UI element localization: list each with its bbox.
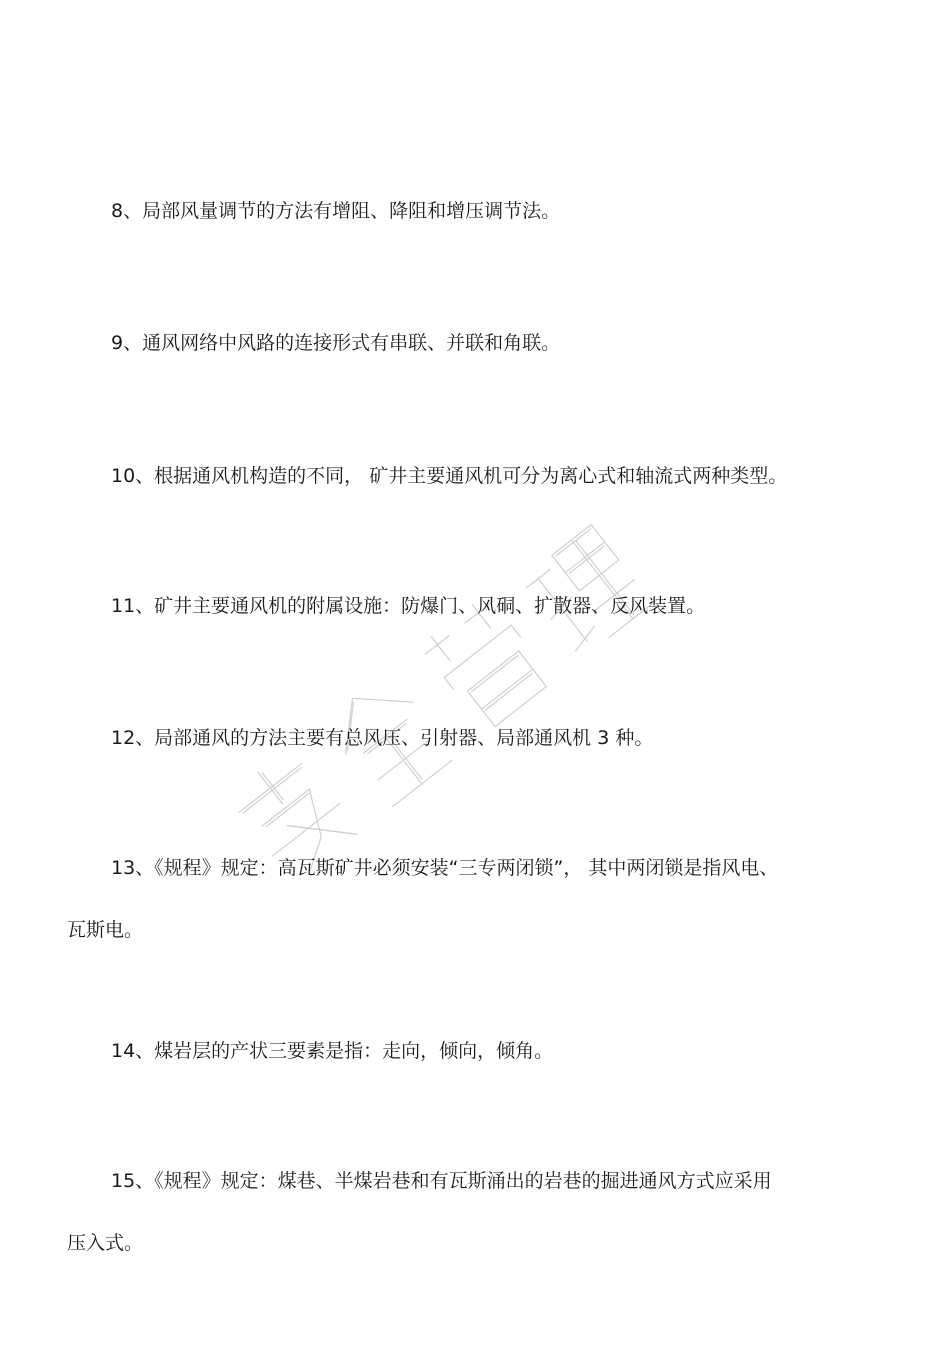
item-text: 8、局部风量调节的方法有增阻、降阻和增压调节法。 [111,200,561,222]
item-text-continuation: 压入式。 [67,1232,144,1254]
list-item [67,332,877,354]
item-text: 9、通风网络中风路的连接形式有串联、并联和角联。 [111,332,561,354]
list-item [67,1040,877,1062]
item-text: 11、矿井主要通风机的附属设施：防爆门、风硐、扩散器、反风装置。 [111,595,706,617]
item-text: 13、《规程》规定：高瓦斯矿井必须安装“三专两闭锁”， 其中两闭锁是指风电、 [111,857,779,879]
item-text: 15、《规程》规定：煤巷、半煤岩巷和有瓦斯涌出的岩巷的掘进通风方式应采用 [111,1170,772,1192]
list-item [67,200,877,222]
list-item [67,857,877,941]
list-item [67,465,877,487]
item-text: 12、局部通风的方法主要有总风压、引射器、局部通风机 3 种。 [111,727,654,749]
list-item [67,595,877,617]
list-item [67,1170,877,1254]
list-item [67,727,877,749]
item-text: 14、煤岩层的产状三要素是指：走向，倾向，倾角。 [111,1040,554,1062]
item-text: 10、根据通风机构造的不同， 矿井主要通风机可分为离心式和轴流式两种类型。 [111,465,788,487]
item-text-continuation: 瓦斯电。 [67,919,144,941]
